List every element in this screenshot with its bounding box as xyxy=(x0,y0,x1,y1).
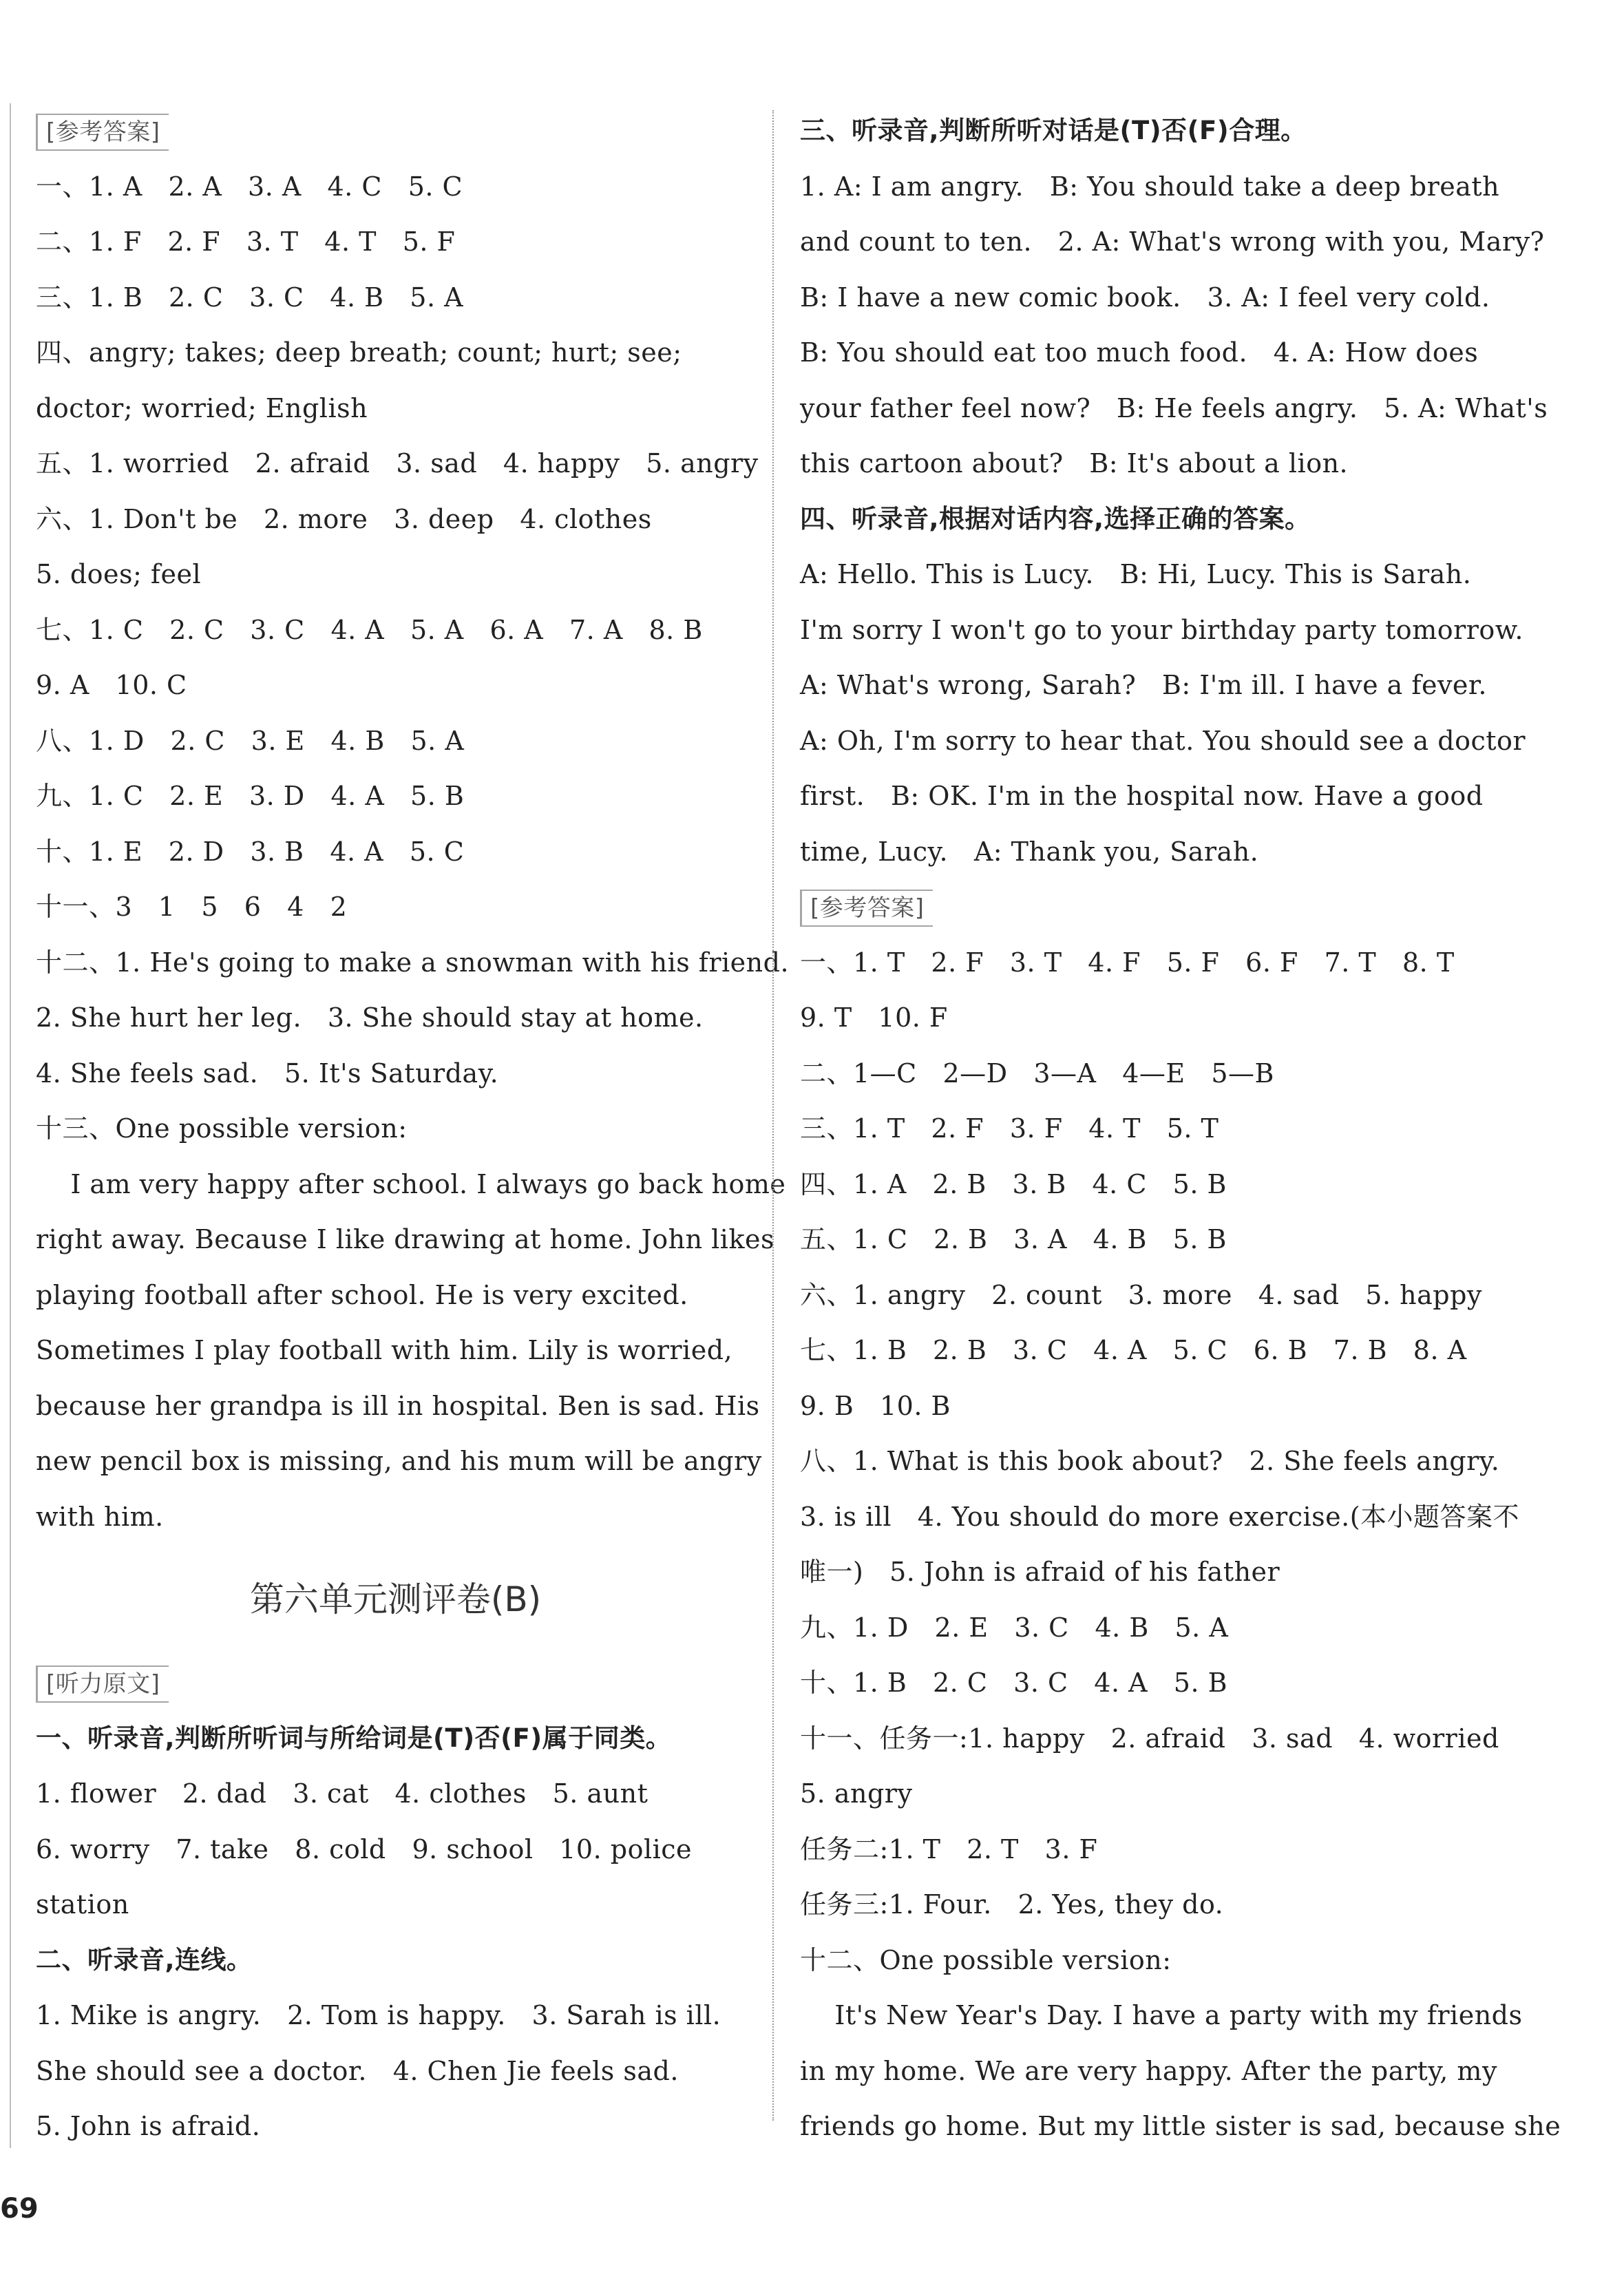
text-line xyxy=(36,768,755,824)
text-line-content: 4. She feels sad. 5. It's Saturday. xyxy=(36,1058,499,1089)
text-line xyxy=(36,547,755,602)
text-line xyxy=(800,1822,1523,1878)
text-line-content: 十二、One possible version: xyxy=(800,1944,1172,1975)
section-tag xyxy=(36,103,755,159)
text-line-content: 5. does; feel xyxy=(36,559,202,589)
text-line-content: doctor; worried; English xyxy=(36,392,368,423)
text-line-content: 四、angry; takes; deep breath; count; hurt; see; xyxy=(36,337,682,368)
text-line-content: 三、1. B 2. C 3. C 4. B 5. A xyxy=(36,282,464,313)
question-heading-text: 二、听录音,连线。 xyxy=(36,1944,253,1975)
text-line-content: She should see a doctor. 4. Chen Jie feels sad. xyxy=(36,2055,679,2086)
text-line-content: A: Oh, I'm sorry to hear that. You should see a doctor xyxy=(800,725,1526,756)
text-line xyxy=(800,2043,1523,2099)
text-line-content: 十一、任务一:1. happy 2. afraid 3. sad 4. worried xyxy=(800,1723,1499,1754)
text-line xyxy=(800,1268,1523,1323)
text-line xyxy=(800,1433,1523,1489)
page-number: 69 xyxy=(0,2193,39,2225)
text-line xyxy=(36,2043,755,2099)
text-line xyxy=(800,547,1523,602)
text-line xyxy=(800,1655,1523,1711)
text-line xyxy=(36,1268,755,1323)
text-line xyxy=(800,1101,1523,1157)
text-line-content: 十二、1. He's going to make a snowman with his friend. xyxy=(36,947,790,978)
text-line xyxy=(800,1489,1523,1545)
text-line-content: this cartoon about? B: It's about a lion. xyxy=(800,448,1349,479)
text-line xyxy=(36,1212,774,1268)
text-line-content: 一、1. T 2. F 3. T 4. F 5. F 6. F 7. T 8. T xyxy=(800,947,1455,978)
section-tag-label: [听力原文] xyxy=(36,1665,169,1703)
section-tag xyxy=(800,879,1523,935)
text-line xyxy=(800,713,1526,769)
text-line xyxy=(800,381,1548,437)
section-tag xyxy=(36,1655,755,1711)
question-heading-text: 三、听录音,判断所听对话是(T)否(F)合理。 xyxy=(800,116,1307,145)
text-line-content: 唯一) 5. John is afraid of his father xyxy=(800,1557,1280,1587)
text-line-content: station xyxy=(36,1889,129,1920)
text-line xyxy=(800,2099,1561,2154)
text-line-content: A: What's wrong, Sarah? B: I'm ill. I have a fever. xyxy=(800,670,1487,700)
text-line-content: 二、1. F 2. F 3. T 4. T 5. F xyxy=(36,227,456,257)
text-line xyxy=(800,658,1523,713)
left-column xyxy=(36,103,790,2154)
text-line xyxy=(36,1378,760,1434)
text-line xyxy=(800,602,1523,658)
question-heading xyxy=(800,492,1523,547)
text-line-content: first. B: OK. I'm in the hospital now. Have a good xyxy=(800,781,1484,811)
text-line xyxy=(36,879,755,935)
text-line-content: 八、1. D 2. C 3. E 4. B 5. A xyxy=(36,725,465,756)
text-line-content: 任务三:1. Four. 2. Yes, they do. xyxy=(800,1889,1224,1920)
text-line xyxy=(800,1877,1523,1933)
text-line-content: 七、1. C 2. C 3. C 4. A 5. A 6. A 7. A 8. B xyxy=(36,614,703,645)
text-line-content: your father feel now? B: He feels angry. 5. A: What's xyxy=(800,392,1548,423)
text-line xyxy=(36,1323,755,1378)
text-line-content: 9. A 10. C xyxy=(36,670,187,700)
text-line xyxy=(36,602,755,658)
text-line xyxy=(36,1101,755,1157)
text-line xyxy=(800,935,1523,991)
text-line-content: 十三、One possible version: xyxy=(36,1113,408,1144)
text-line-content: 1. flower 2. dad 3. cat 4. clothes 5. aunt xyxy=(36,1778,648,1809)
text-line-content: B: You should eat too much food. 4. A: How does xyxy=(800,337,1479,368)
text-line-content: right away. Because I like drawing at home. John likes xyxy=(36,1224,774,1254)
text-line xyxy=(36,2099,755,2154)
text-line xyxy=(36,990,755,1046)
text-line-content: 六、1. angry 2. count 3. more 4. sad 5. happy xyxy=(800,1279,1482,1310)
text-line xyxy=(800,1766,1523,1822)
text-line-content: 十、1. E 2. D 3. B 4. A 5. C xyxy=(36,836,465,867)
section-title-text: 第六单元测评卷(B) xyxy=(249,1579,542,1619)
text-line xyxy=(800,270,1523,326)
text-line-content: 五、1. worried 2. afraid 3. sad 4. happy 5. angry xyxy=(36,448,759,479)
text-line xyxy=(36,658,755,713)
text-line xyxy=(800,1544,1523,1600)
text-line-content: I'm sorry I won't go to your birthday party tomorrow. xyxy=(800,614,1523,645)
section-tag-label: [参考答案] xyxy=(800,890,933,927)
text-line-content: 八、1. What is this book about? 2. She feels angry. xyxy=(800,1446,1500,1476)
text-line-content: 2. She hurt her leg. 3. She should stay at home. xyxy=(36,1002,704,1033)
text-line-content: with him. xyxy=(36,1501,164,1532)
text-line-content: 1. A: I am angry. B: You should take a deep breath xyxy=(800,171,1500,202)
text-line-content: time, Lucy. A: Thank you, Sarah. xyxy=(800,836,1259,867)
text-line xyxy=(36,270,755,326)
column-divider xyxy=(772,110,774,2121)
text-line xyxy=(800,159,1523,215)
text-line xyxy=(36,159,755,215)
text-line-content: 一、1. A 2. A 3. A 4. C 5. C xyxy=(36,171,463,202)
text-line xyxy=(800,1212,1523,1268)
text-line xyxy=(800,824,1523,880)
text-line-content: playing football after school. He is very excited. xyxy=(36,1279,688,1310)
text-line xyxy=(36,1877,755,1933)
question-heading xyxy=(800,103,1523,159)
text-line-content: 5. angry xyxy=(800,1778,913,1809)
text-line xyxy=(800,1988,1523,2043)
text-line-content: 3. is ill 4. You should do more exercise.(本小题答案不 xyxy=(800,1501,1520,1532)
text-line xyxy=(36,1766,755,1822)
text-line xyxy=(36,1822,755,1878)
text-line xyxy=(36,325,755,381)
text-line-content: I am very happy after school. I always go back home xyxy=(36,1168,786,1199)
text-line-content: 9. T 10. F xyxy=(800,1002,948,1033)
text-line-content: 十、1. B 2. C 3. C 4. A 5. B xyxy=(800,1668,1228,1698)
text-line xyxy=(36,1988,755,2043)
text-line-content: It's New Year's Day. I have a party with my friends xyxy=(800,2000,1523,2030)
question-heading-text: 一、听录音,判断所听词与所给词是(T)否(F)属于同类。 xyxy=(36,1723,672,1753)
question-heading xyxy=(36,1711,755,1767)
section-title xyxy=(36,1544,755,1655)
section-tag-label: [参考答案] xyxy=(36,114,169,151)
text-line-content: and count to ten. 2. A: What's wrong with you, Mary? xyxy=(800,227,1545,257)
text-line-content: Sometimes I play football with him. Lily is worried, xyxy=(36,1335,733,1365)
question-heading xyxy=(36,1933,755,1988)
text-line-content: 三、1. T 2. F 3. F 4. T 5. T xyxy=(800,1113,1219,1144)
text-line xyxy=(800,768,1523,824)
text-line xyxy=(800,1323,1523,1378)
text-line xyxy=(36,436,759,492)
text-line xyxy=(36,214,755,270)
text-line xyxy=(800,1933,1523,1988)
text-line xyxy=(800,1378,1523,1434)
text-line xyxy=(800,990,1523,1046)
text-line-content: A: Hello. This is Lucy. B: Hi, Lucy. This is Sarah. xyxy=(800,559,1472,589)
text-line xyxy=(800,1157,1523,1212)
text-line xyxy=(36,1157,786,1212)
text-line xyxy=(36,1433,762,1489)
text-line xyxy=(800,1600,1523,1656)
text-line-content: 5. John is afraid. xyxy=(36,2111,261,2141)
text-line-content: 九、1. C 2. E 3. D 4. A 5. B xyxy=(36,781,465,811)
text-line xyxy=(36,492,755,547)
text-line-content: because her grandpa is ill in hospital. Ben is sad. His xyxy=(36,1390,760,1421)
text-line-content: B: I have a new comic book. 3. A: I feel very cold. xyxy=(800,282,1490,313)
text-line xyxy=(36,713,755,769)
text-line-content: 任务二:1. T 2. T 3. F xyxy=(800,1833,1098,1864)
text-line-content: 1. Mike is angry. 2. Tom is happy. 3. Sarah is ill. xyxy=(36,2000,721,2030)
text-line-content: 五、1. C 2. B 3. A 4. B 5. B xyxy=(800,1224,1227,1254)
text-line-content: new pencil box is missing, and his mum will be angry xyxy=(36,1446,762,1476)
text-line-content: 十一、3 1 5 6 4 2 xyxy=(36,892,348,922)
right-column xyxy=(800,103,1561,2154)
text-line-content: friends go home. But my little sister is sad, because she xyxy=(800,2111,1561,2141)
text-line xyxy=(800,325,1523,381)
page-edge-line xyxy=(10,103,11,2148)
text-line-content: 二、1—C 2—D 3—A 4—E 5—B xyxy=(800,1058,1274,1089)
text-line xyxy=(36,824,755,880)
text-line xyxy=(36,1489,755,1545)
text-line-content: in my home. We are very happy. After the party, my xyxy=(800,2055,1497,2086)
text-line xyxy=(36,935,790,991)
text-line-content: 六、1. Don't be 2. more 3. deep 4. clothes xyxy=(36,503,652,534)
text-line-content: 七、1. B 2. B 3. C 4. A 5. C 6. B 7. B 8. A xyxy=(800,1335,1467,1365)
text-line xyxy=(36,381,755,437)
text-line-content: 九、1. D 2. E 3. C 4. B 5. A xyxy=(800,1612,1229,1643)
text-line xyxy=(800,436,1523,492)
text-line-content: 6. worry 7. take 8. cold 9. school 10. police xyxy=(36,1833,693,1864)
text-line xyxy=(800,1711,1523,1767)
question-heading-text: 四、听录音,根据对话内容,选择正确的答案。 xyxy=(800,503,1311,534)
text-line-content: 9. B 10. B xyxy=(800,1390,951,1421)
text-line xyxy=(36,1046,755,1102)
text-line-content: 四、1. A 2. B 3. B 4. C 5. B xyxy=(800,1168,1227,1199)
text-line xyxy=(800,1046,1523,1102)
text-line xyxy=(800,214,1545,270)
